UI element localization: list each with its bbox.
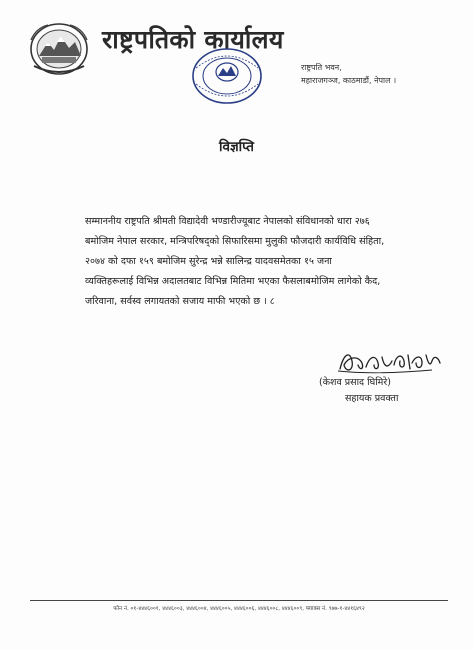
- notice-body: [85, 212, 441, 312]
- notice-line: बमोजिम नेपाल सरकार, मन्त्रिपरिषद्को सिफारिसमा मुलुकी फौजदारी कार्यविधि संहिता,: [85, 236, 385, 247]
- office-name-title: राष्ट्रपतिको कार्यालय: [102, 25, 284, 54]
- address-line-1: राष्ट्रपति भवन,: [301, 63, 342, 72]
- notice-line: व्यक्तिहरूलाई विभिन्न अदालतबाट विभिन्न मितिमा भएका फैसलाबमोजिम लागेको कैद,: [85, 276, 381, 287]
- signer-name: (केशव प्रसाद घिमिरे): [319, 377, 391, 388]
- notice-line: सम्माननीय राष्ट्रपति श्रीमती विद्यादेवी भण्डारीज्यूबाट नेपालको संविधानको धारा २७६: [85, 216, 370, 227]
- notice-heading: विज्ञप्ति: [218, 139, 254, 155]
- office-address: [301, 61, 396, 87]
- notice-line: जरिवाना, सर्वस्व लगायतको सजाय माफी भएको छ । ८: [85, 296, 275, 307]
- footer-contact: फोन नं. ०१-४४४६००१, ४४४६००३, ४४४६००४, ४४४६००५, ४४४६००६, ४४४६००८, ४४४६००९, फ्याक्स नं. ९७७-१-४४१६४९२: [113, 606, 365, 612]
- nepal-emblem-icon: [28, 20, 90, 78]
- notice-line: २०७४ को दफा १५९ बमोजिम सुरेन्द्र भन्ने सालिन्द्र यादवसमेतका १५ जना: [85, 256, 332, 267]
- footer-divider: [30, 600, 448, 601]
- handwritten-signature: [336, 349, 446, 375]
- address-line-2: महाराजगञ्ज, काठमाडौं, नेपाल ।: [301, 76, 397, 85]
- office-seal-stamp: [190, 46, 264, 106]
- signer-title: सहायक प्रवक्ता: [345, 393, 399, 404]
